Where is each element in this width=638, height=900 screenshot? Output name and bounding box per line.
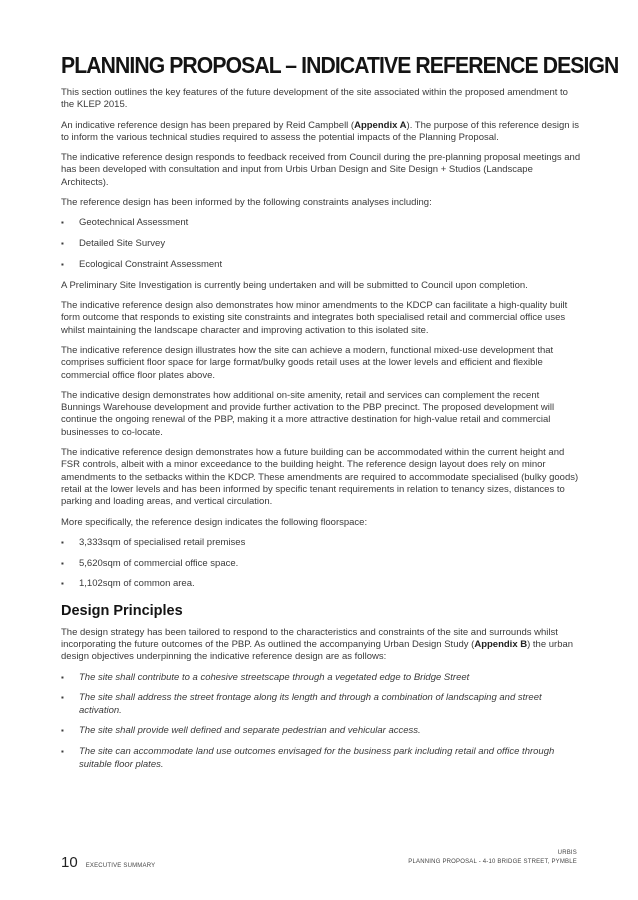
list-item: ▪ Detailed Site Survey	[61, 238, 581, 250]
footer-section: EXECUTIVE SUMMARY	[85, 863, 156, 869]
preliminary-paragraph: A Preliminary Site Investigation is currently being undertaken and will be submitted to Council upon completion.	[61, 279, 528, 291]
floorspace-paragraph: More specifically, the reference design indicates the following floorspace:	[61, 516, 368, 528]
feedback-paragraph: The indicative reference design responds to feedback received from Council during the pre-planning proposal meetings and has been developed with consultation and input from Urbis Urban Design and Site Design + Studios (Landscape Architects).	[61, 152, 581, 188]
reid-paragraph	[61, 120, 581, 145]
list-item: ▪ Geotechnical Assessment	[61, 217, 581, 229]
page-number: 10	[61, 854, 78, 871]
strategy-text-a: The design strategy has been tailored to respond to the characteristics and constraints of the site and surrounds whilst incorporating the future outcomes of the PBP. As outlined the accompanying Urban Design Study (	[61, 626, 558, 650]
design-principles-heading: Design Principles	[61, 602, 183, 619]
list-item: ▪ The site shall contribute to a cohesive streetscape through a vegetated edge to Bridge Street	[61, 672, 581, 684]
list-item: ▪ 5,620sqm of commercial office space.	[61, 558, 581, 570]
principles-list	[61, 672, 581, 771]
footer-right	[408, 849, 577, 867]
reid-text-b: ). The purpose of this reference design is to inform the various technical studies required to assess the potential impacts of the Planning Proposal.	[61, 119, 580, 143]
intro-paragraph: This section outlines the key features of the future development of the site associated within the proposed amendment to the KLEP 2015.	[61, 87, 568, 111]
list-item: ▪ Ecological Constraint Assessment	[61, 259, 581, 271]
appendix-a-ref: Appendix A	[354, 119, 407, 131]
page-title: PLANNING PROPOSAL – INDICATIVE REFERENCE DESIGN	[61, 52, 619, 78]
footer-doc-title: PLANNING PROPOSAL - 4-10 BRIDGE STREET, PYMBLE	[408, 859, 577, 865]
appendix-b-ref: Appendix B	[474, 639, 528, 650]
constraints-list	[61, 217, 581, 271]
future-paragraph: The indicative reference design demonstrates how a future building can be accommodated within the current height and FSR controls, albeit with a minor exceedance to the building height. The reference design layout does rely on minor amendments to the setbacks within the KDCP. These amendments are required to accommodate specialised (bulky goods) retail at the lower levels and has been informed by specific tenant requirements in relation to tenancy sizes, distances to parking and loading areas, and vertical circulation.	[61, 447, 579, 508]
document-page	[61, 52, 619, 779]
list-item: ▪ 3,333sqm of specialised retail premises	[61, 537, 581, 549]
strategy-paragraph	[61, 627, 581, 664]
footer-brand: URBIS	[557, 850, 577, 856]
constraints-paragraph: The reference design has been informed by the following constraints analyses including:	[61, 197, 432, 209]
modern-paragraph: The indicative reference design illustrates how the site can achieve a modern, functional mixed-use development that comprises sufficient floor space for large format/bulky goods retail uses at the lower levels and efficient and flexible commercial office floor plates above.	[61, 344, 554, 381]
list-item: ▪ The site can accommodate land use outcomes envisaged for the business park including retail and office through suitable floor plates.	[61, 746, 581, 771]
reid-text-a: An indicative reference design has been prepared by Reid Campbell (	[61, 119, 355, 131]
kdcp-paragraph: The indicative reference design also demonstrates how minor amendments to the KDCP can facilitate a high-quality built form outcome that responds to existing site constraints and integrates both specialised retail and commercial office uses whilst maintaining the landscape character and improving activation to this isolated site.	[61, 300, 568, 336]
floorspace-list	[61, 537, 581, 591]
list-item: ▪ 1,102sqm of common area.	[61, 578, 581, 590]
list-item: ▪ The site shall provide well defined and separate pedestrian and vehicular access.	[61, 725, 581, 737]
footer-left	[61, 854, 155, 871]
strategy-text-b: ) the urban design objectives underpinning the indicative reference design are as follows:	[61, 639, 574, 663]
list-item: ▪ The site shall address the street frontage along its length and through a combination of landscaping and street activation.	[61, 692, 581, 717]
amenity-paragraph: The indicative design demonstrates how additional on-site amenity, retail and services can complement the recent Bunnings Warehouse development and provide further activation to the PBP precinct. The proposed development will continue the ongoing renewal of the PBP, making it a more attractive destination for high-value retail and commercial businesses to co-locate.	[61, 389, 555, 438]
